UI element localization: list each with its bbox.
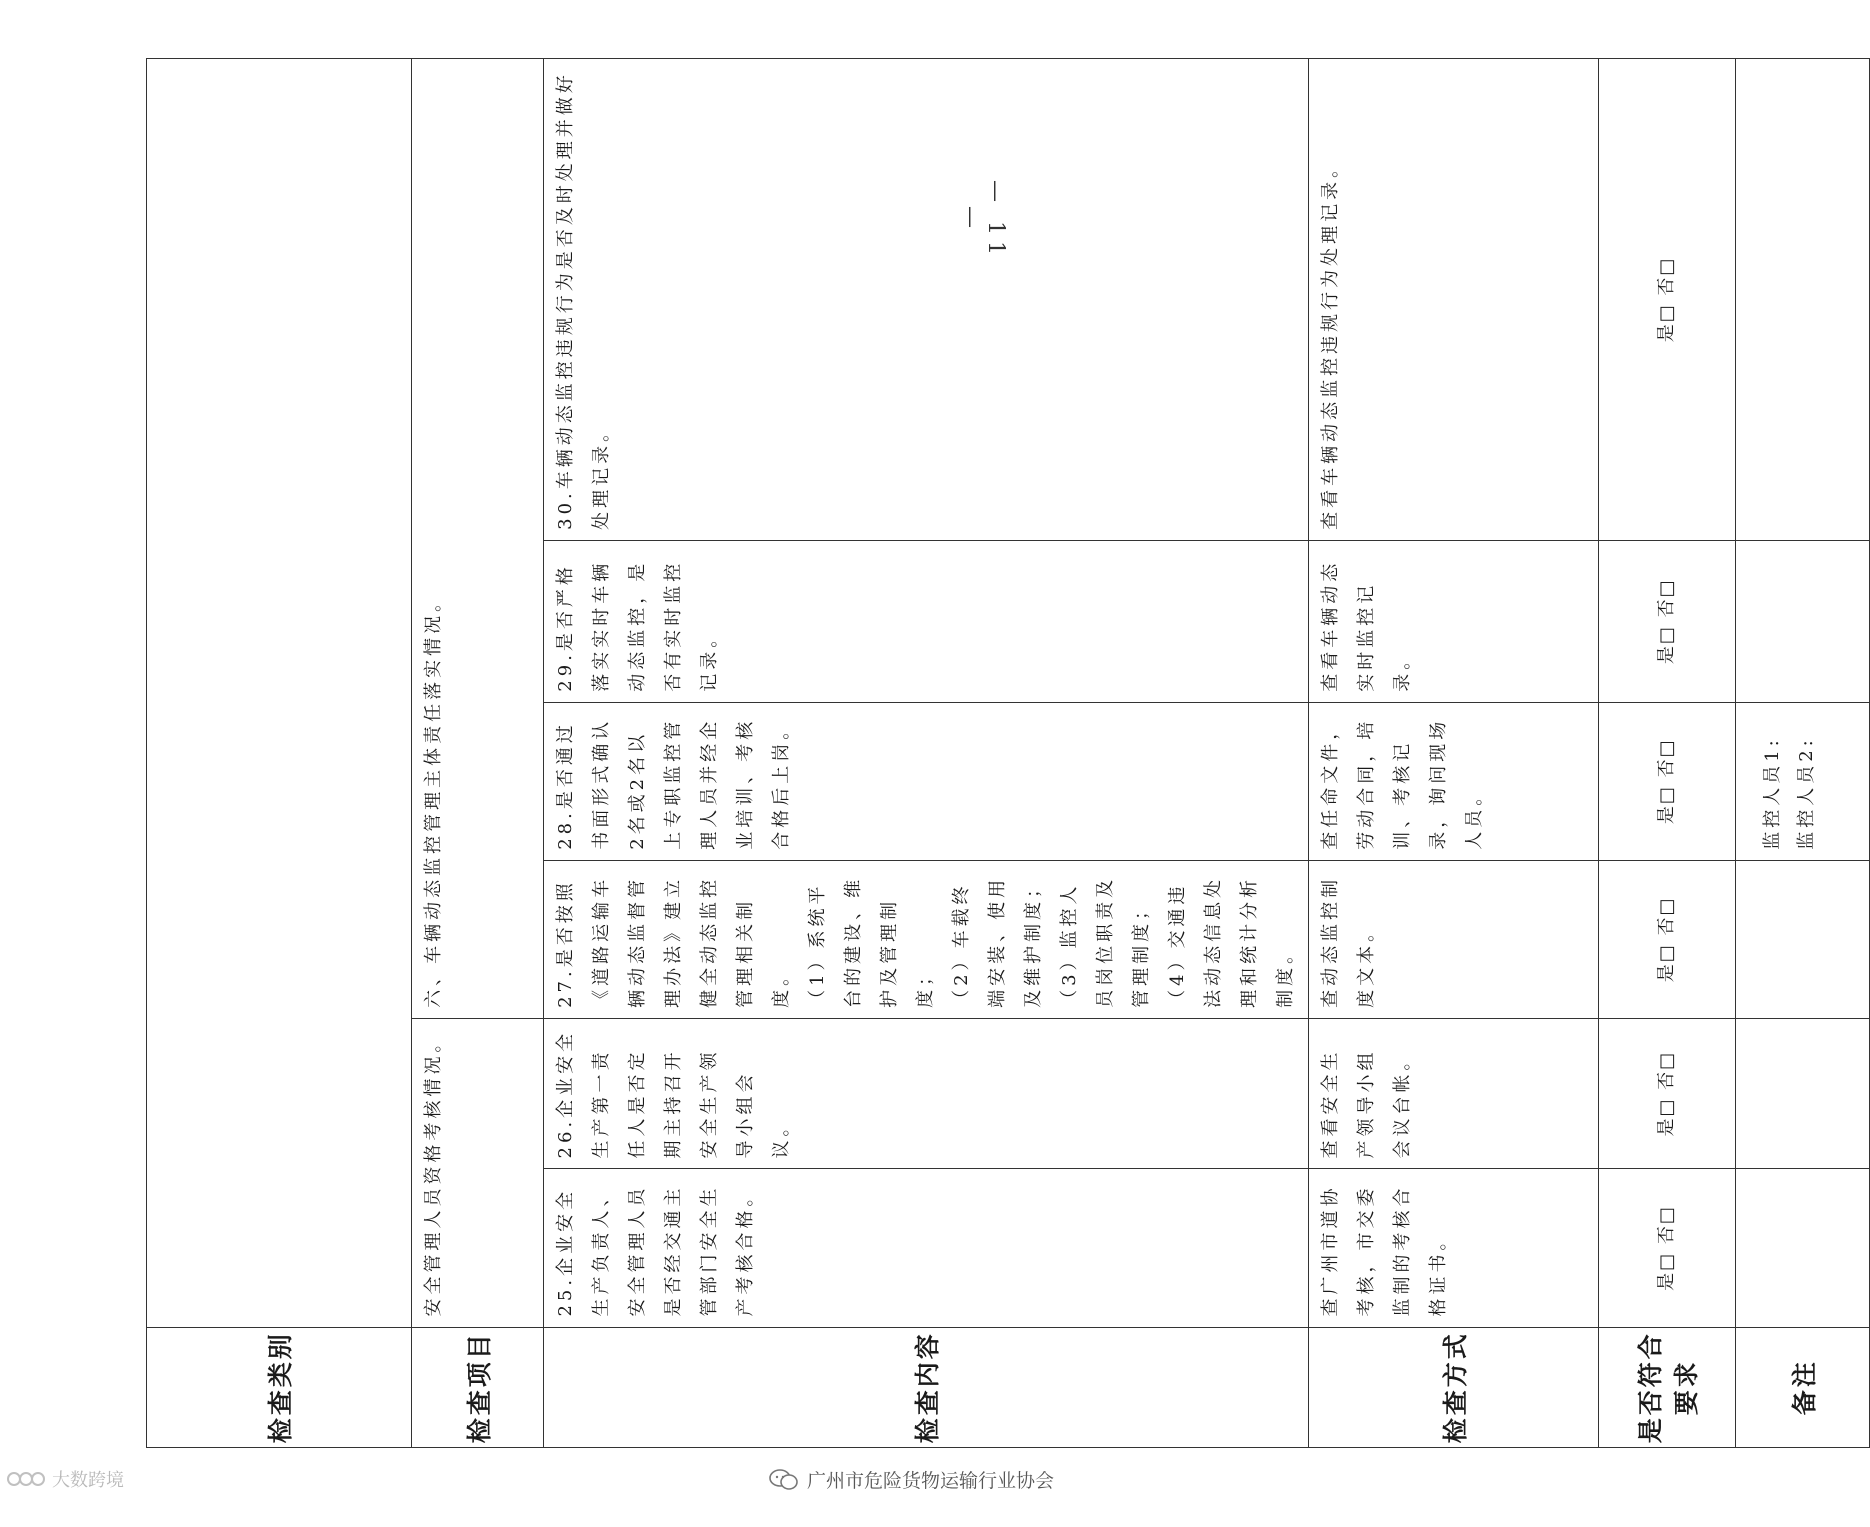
method-cell: 查看车辆动态监控违规行为处理记录。 [1309, 59, 1599, 541]
inspection-table [146, 58, 1870, 1448]
note-cell [1736, 59, 1870, 541]
content-cell: 30.车辆动态监控违规行为是否及时处理并做好处理记录。 [544, 59, 1309, 541]
row-item [412, 59, 544, 1448]
compliance-cell: 是□ 否□ [1599, 1169, 1736, 1327]
note-cell [1736, 540, 1870, 702]
note-line: 监控人员1: [1762, 736, 1783, 850]
header-compliance: 是否符合要求 [1599, 1327, 1736, 1447]
row-compliance [1599, 59, 1736, 1448]
method-cell: 查看安全生产领导小组会议台帐。 [1309, 1018, 1599, 1169]
content-line: （2）车载终端安装、使用及维护制度； [951, 875, 1044, 1008]
header-content: 检查内容 [544, 1327, 1309, 1447]
note-line: 监控人员2: [1796, 736, 1817, 850]
row-note [1736, 59, 1870, 1448]
content-cell: 29.是否严格落实实时车辆动态监控，是否有实时监控记录。 [544, 540, 1309, 702]
content-line: （4）交通违法动态信息处理和统计分析制度。 [1167, 875, 1296, 1008]
compliance-cell: 是□ 否□ [1599, 540, 1736, 702]
content-line: 27.是否按照《道路运输车辆动态监督管理办法》建立健全动态监控管理相关制度。 [555, 875, 792, 1008]
note-cell [1736, 1169, 1870, 1327]
row-method [1309, 59, 1599, 1448]
header-category: 检查类别 [147, 1327, 412, 1447]
note-cell [1736, 1018, 1870, 1169]
content-cell: 25.企业安全生产负责人、安全管理人员是否经交通主管部门安全生产考核合格。 [544, 1169, 1309, 1327]
wechat-icon [769, 1469, 799, 1491]
header-note: 备注 [1736, 1327, 1870, 1447]
watermark-left [6, 1466, 124, 1492]
note-cell [1736, 702, 1870, 860]
compliance-cell: 是□ 否□ [1599, 1018, 1736, 1169]
compliance-cell: 是□ 否□ [1599, 702, 1736, 860]
watermark-right [769, 1466, 1054, 1493]
method-cell: 查动态监控制度文本。 [1309, 860, 1599, 1018]
item-cell: 安全管理人员资格考核情况。 [412, 1018, 544, 1327]
watermark-left-text: 大数跨境 [52, 1470, 124, 1491]
compliance-cell: 是□ 否□ [1599, 860, 1736, 1018]
content-cell [544, 860, 1309, 1018]
page-number: — 11 — [958, 179, 1008, 261]
note-cell [1736, 860, 1870, 1018]
compliance-cell: 是□ 否□ [1599, 59, 1736, 541]
method-cell: 查任命文件，劳动合同，培训、考核记录，询问现场人员。 [1309, 702, 1599, 860]
method-cell: 查广州市道协考核，市交委监制的考核合格证书。 [1309, 1169, 1599, 1327]
row-category [147, 59, 412, 1448]
method-cell: 查看车辆动态实时监控记录。 [1309, 540, 1599, 702]
watermark-right-text: 广州市危险货物运输行业协会 [806, 1470, 1054, 1492]
row-content [544, 59, 1309, 1448]
content-cell: 26.企业安全生产第一责任人是否定期主持召开安全生产领导小组会议。 [544, 1018, 1309, 1169]
logo-icon [6, 1468, 46, 1490]
content-line: （1）系统平台的建设、维护及管理制度； [807, 875, 936, 1008]
content-line: （3）监控人员岗位职责及管理制度； [1059, 875, 1152, 1008]
item-cell: 六、车辆动态监控管理主体责任落实情况。 [412, 59, 544, 1019]
content-cell: 28.是否通过书面形式确认2名或2名以上专职监控管理人员并经企业培训、考核合格后上岗。 [544, 702, 1309, 860]
header-method: 检查方式 [1309, 1327, 1599, 1447]
header-item: 检查项目 [412, 1327, 544, 1447]
category-cell [147, 59, 412, 1328]
